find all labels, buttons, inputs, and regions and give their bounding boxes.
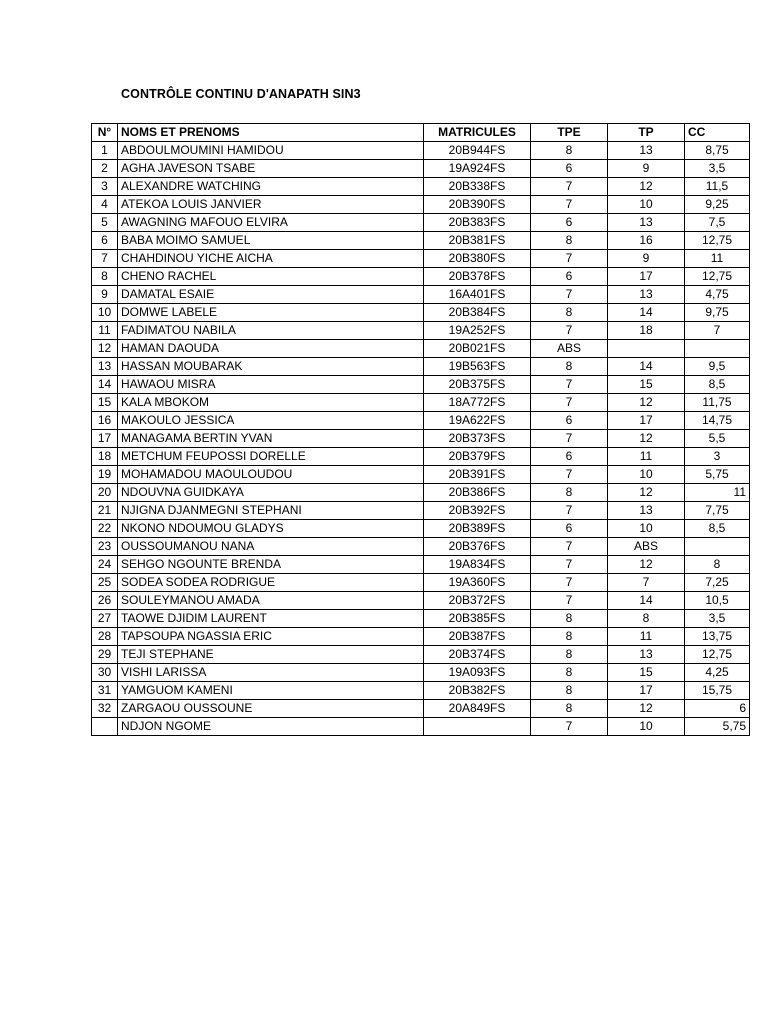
table-row <box>92 538 750 556</box>
tp-score: 12 <box>608 430 685 448</box>
tp-score: 13 <box>608 646 685 664</box>
student-matricule: 16A401FS <box>424 286 531 304</box>
tp-score: 17 <box>608 412 685 430</box>
table-header-row <box>92 124 750 142</box>
tpe-score: 7 <box>531 430 608 448</box>
table-row <box>92 700 750 718</box>
header-tpe: TPE <box>531 124 608 142</box>
cc-score: 4,75 <box>685 286 750 304</box>
tp-score: 12 <box>608 556 685 574</box>
student-name: DOMWE LABELE <box>118 304 424 322</box>
cc-score: 13,75 <box>685 628 750 646</box>
student-name: METCHUM FEUPOSSI DORELLE <box>118 448 424 466</box>
tp-score: 17 <box>608 682 685 700</box>
student-name: CHAHDINOU YICHE AICHA <box>118 250 424 268</box>
student-name: MANAGAMA BERTIN YVAN <box>118 430 424 448</box>
table-row <box>92 502 750 520</box>
student-matricule: 20B391FS <box>424 466 531 484</box>
cc-score: 7,25 <box>685 574 750 592</box>
table-row <box>92 250 750 268</box>
row-number: 6 <box>92 232 118 250</box>
table-row <box>92 214 750 232</box>
student-name: MAKOULO JESSICA <box>118 412 424 430</box>
row-number: 8 <box>92 268 118 286</box>
student-matricule: 19A360FS <box>424 574 531 592</box>
row-number: 1 <box>92 142 118 160</box>
student-name: HAWAOU MISRA <box>118 376 424 394</box>
tpe-score: 8 <box>531 682 608 700</box>
student-name: HAMAN DAOUDA <box>118 340 424 358</box>
row-number: 30 <box>92 664 118 682</box>
row-number: 3 <box>92 178 118 196</box>
student-name: NKONO NDOUMOU GLADYS <box>118 520 424 538</box>
row-number: 17 <box>92 430 118 448</box>
cc-score: 8,75 <box>685 142 750 160</box>
tp-score: 11 <box>608 448 685 466</box>
tpe-score: 6 <box>531 520 608 538</box>
tpe-score: 6 <box>531 412 608 430</box>
student-matricule: 20B385FS <box>424 610 531 628</box>
header-number: N° <box>92 124 118 142</box>
tp-score: 16 <box>608 232 685 250</box>
student-name: ABDOULMOUMINI HAMIDOU <box>118 142 424 160</box>
tp-score: 15 <box>608 664 685 682</box>
tp-score: ABS <box>608 538 685 556</box>
tpe-score: 8 <box>531 484 608 502</box>
tpe-score: 7 <box>531 502 608 520</box>
student-matricule: 20B378FS <box>424 268 531 286</box>
tpe-score: 6 <box>531 448 608 466</box>
student-name: NDJON NGOME <box>118 718 424 736</box>
row-number: 28 <box>92 628 118 646</box>
tpe-score: 7 <box>531 286 608 304</box>
row-number: 16 <box>92 412 118 430</box>
tpe-score: 7 <box>531 394 608 412</box>
row-number: 9 <box>92 286 118 304</box>
tpe-score: 8 <box>531 700 608 718</box>
student-matricule: 19B563FS <box>424 358 531 376</box>
row-number: 13 <box>92 358 118 376</box>
student-name: AWAGNING MAFOUO ELVIRA <box>118 214 424 232</box>
row-number: 31 <box>92 682 118 700</box>
student-name: SODEA SODEA RODRIGUE <box>118 574 424 592</box>
row-number: 19 <box>92 466 118 484</box>
table-row <box>92 412 750 430</box>
row-number: 27 <box>92 610 118 628</box>
cc-score: 8 <box>685 556 750 574</box>
student-name: HASSAN MOUBARAK <box>118 358 424 376</box>
cc-score: 12,75 <box>685 646 750 664</box>
cc-score: 5,5 <box>685 430 750 448</box>
tpe-score: 6 <box>531 214 608 232</box>
tp-score: 13 <box>608 142 685 160</box>
table-row <box>92 610 750 628</box>
tp-score: 10 <box>608 718 685 736</box>
student-name: TEJI STEPHANE <box>118 646 424 664</box>
student-matricule: 20B376FS <box>424 538 531 556</box>
table-row <box>92 718 750 736</box>
tpe-score: 7 <box>531 556 608 574</box>
tp-score: 10 <box>608 520 685 538</box>
document-title: CONTRÔLE CONTINU D'ANAPATH SIN3 <box>121 87 361 101</box>
row-number: 5 <box>92 214 118 232</box>
table-row <box>92 466 750 484</box>
table-row <box>92 484 750 502</box>
table-row <box>92 646 750 664</box>
cc-score: 12,75 <box>685 232 750 250</box>
table-row <box>92 664 750 682</box>
cc-score: 7,75 <box>685 502 750 520</box>
cc-score: 5,75 <box>685 466 750 484</box>
student-name: NDOUVNA GUIDKAYA <box>118 484 424 502</box>
cc-score: 8,5 <box>685 376 750 394</box>
row-number: 15 <box>92 394 118 412</box>
table-row <box>92 520 750 538</box>
student-matricule: 20B383FS <box>424 214 531 232</box>
tp-score: 13 <box>608 286 685 304</box>
row-number: 11 <box>92 322 118 340</box>
table-row <box>92 682 750 700</box>
student-matricule: 20B386FS <box>424 484 531 502</box>
row-number: 24 <box>92 556 118 574</box>
student-name: BABA MOIMO SAMUEL <box>118 232 424 250</box>
cc-score <box>685 538 750 556</box>
row-number: 4 <box>92 196 118 214</box>
tp-score: 12 <box>608 484 685 502</box>
student-name: MOHAMADOU MAOULOUDOU <box>118 466 424 484</box>
tp-score: 15 <box>608 376 685 394</box>
tpe-score: 8 <box>531 142 608 160</box>
row-number: 26 <box>92 592 118 610</box>
tpe-score: 6 <box>531 160 608 178</box>
tp-score: 14 <box>608 358 685 376</box>
student-name: ZARGAOU OUSSOUNE <box>118 700 424 718</box>
grades-table <box>91 123 750 736</box>
student-name: TAOWE DJIDIM LAURENT <box>118 610 424 628</box>
table-row <box>92 448 750 466</box>
student-matricule: 20B381FS <box>424 232 531 250</box>
cc-score: 12,75 <box>685 268 750 286</box>
row-number: 2 <box>92 160 118 178</box>
tpe-score: 8 <box>531 610 608 628</box>
student-matricule: 19A622FS <box>424 412 531 430</box>
table-row <box>92 376 750 394</box>
tpe-score: 8 <box>531 304 608 322</box>
student-matricule: 20B373FS <box>424 430 531 448</box>
tp-score: 10 <box>608 466 685 484</box>
student-matricule: 19A834FS <box>424 556 531 574</box>
student-name: AGHA JAVESON TSABE <box>118 160 424 178</box>
tpe-score: 7 <box>531 538 608 556</box>
cc-score: 15,75 <box>685 682 750 700</box>
cc-score: 9,25 <box>685 196 750 214</box>
table-row <box>92 430 750 448</box>
tp-score: 12 <box>608 700 685 718</box>
tpe-score: 8 <box>531 664 608 682</box>
table-row <box>92 592 750 610</box>
cc-score: 11,5 <box>685 178 750 196</box>
student-matricule: 20B021FS <box>424 340 531 358</box>
table-row <box>92 628 750 646</box>
tp-score: 12 <box>608 394 685 412</box>
row-number: 21 <box>92 502 118 520</box>
cc-score: 6 <box>685 700 750 718</box>
tpe-score: 7 <box>531 574 608 592</box>
tp-score: 18 <box>608 322 685 340</box>
tpe-score: 8 <box>531 628 608 646</box>
table-row <box>92 340 750 358</box>
table-row <box>92 196 750 214</box>
table-row <box>92 304 750 322</box>
cc-score: 9,5 <box>685 358 750 376</box>
tpe-score: 7 <box>531 376 608 394</box>
cc-score: 7,5 <box>685 214 750 232</box>
row-number: 22 <box>92 520 118 538</box>
tp-score: 9 <box>608 250 685 268</box>
student-name: SOULEYMANOU AMADA <box>118 592 424 610</box>
student-matricule: 20B372FS <box>424 592 531 610</box>
table-row <box>92 232 750 250</box>
cc-score: 5,75 <box>685 718 750 736</box>
tp-score: 14 <box>608 592 685 610</box>
tp-score <box>608 340 685 358</box>
tp-score: 12 <box>608 178 685 196</box>
tpe-score: 8 <box>531 358 608 376</box>
tpe-score: 7 <box>531 178 608 196</box>
tp-score: 13 <box>608 214 685 232</box>
table-row <box>92 268 750 286</box>
tpe-score: 7 <box>531 196 608 214</box>
student-matricule: 20B390FS <box>424 196 531 214</box>
cc-score: 3,5 <box>685 160 750 178</box>
row-number: 23 <box>92 538 118 556</box>
student-name: NJIGNA DJANMEGNI STEPHANI <box>118 502 424 520</box>
row-number: 20 <box>92 484 118 502</box>
student-matricule: 20B379FS <box>424 448 531 466</box>
student-matricule: 20B389FS <box>424 520 531 538</box>
student-name: TAPSOUPA NGASSIA ERIC <box>118 628 424 646</box>
row-number: 18 <box>92 448 118 466</box>
student-name: VISHI LARISSA <box>118 664 424 682</box>
cc-score: 3 <box>685 448 750 466</box>
student-name: CHENO RACHEL <box>118 268 424 286</box>
row-number: 14 <box>92 376 118 394</box>
table-body <box>92 142 750 736</box>
table-row <box>92 160 750 178</box>
row-number: 29 <box>92 646 118 664</box>
header-tp: TP <box>608 124 685 142</box>
tpe-score: 8 <box>531 646 608 664</box>
tp-score: 17 <box>608 268 685 286</box>
student-matricule: 20B944FS <box>424 142 531 160</box>
student-matricule: 20B382FS <box>424 682 531 700</box>
tp-score: 11 <box>608 628 685 646</box>
tpe-score: ABS <box>531 340 608 358</box>
cc-score: 10,5 <box>685 592 750 610</box>
table-row <box>92 394 750 412</box>
tpe-score: 7 <box>531 322 608 340</box>
student-matricule <box>424 718 531 736</box>
row-number: 32 <box>92 700 118 718</box>
cc-score: 9,75 <box>685 304 750 322</box>
row-number: 25 <box>92 574 118 592</box>
cc-score: 3,5 <box>685 610 750 628</box>
tp-score: 9 <box>608 160 685 178</box>
cc-score: 4,25 <box>685 664 750 682</box>
tp-score: 7 <box>608 574 685 592</box>
tpe-score: 8 <box>531 232 608 250</box>
cc-score: 11,75 <box>685 394 750 412</box>
tp-score: 10 <box>608 196 685 214</box>
student-matricule: 19A093FS <box>424 664 531 682</box>
table-row <box>92 322 750 340</box>
tp-score: 14 <box>608 304 685 322</box>
student-name: ALEXANDRE WATCHING <box>118 178 424 196</box>
student-matricule: 19A924FS <box>424 160 531 178</box>
header-cc: CC <box>685 124 750 142</box>
cc-score: 8,5 <box>685 520 750 538</box>
table-row <box>92 286 750 304</box>
student-matricule: 20B384FS <box>424 304 531 322</box>
cc-score <box>685 340 750 358</box>
student-matricule: 20B387FS <box>424 628 531 646</box>
cc-score: 14,75 <box>685 412 750 430</box>
row-number <box>92 718 118 736</box>
row-number: 10 <box>92 304 118 322</box>
student-name: YAMGUOM KAMENI <box>118 682 424 700</box>
tpe-score: 7 <box>531 718 608 736</box>
student-name: ATEKOA LOUIS JANVIER <box>118 196 424 214</box>
student-matricule: 20B380FS <box>424 250 531 268</box>
student-name: SEHGO NGOUNTE BRENDA <box>118 556 424 574</box>
student-matricule: 20B374FS <box>424 646 531 664</box>
tpe-score: 7 <box>531 250 608 268</box>
row-number: 7 <box>92 250 118 268</box>
student-name: DAMATAL ESAIE <box>118 286 424 304</box>
student-matricule: 19A252FS <box>424 322 531 340</box>
table-row <box>92 142 750 160</box>
tp-score: 8 <box>608 610 685 628</box>
tpe-score: 7 <box>531 592 608 610</box>
student-name: FADIMATOU NABILA <box>118 322 424 340</box>
table-row <box>92 556 750 574</box>
tpe-score: 6 <box>531 268 608 286</box>
tpe-score: 7 <box>531 466 608 484</box>
student-matricule: 20A849FS <box>424 700 531 718</box>
cc-score: 11 <box>685 250 750 268</box>
cc-score: 11 <box>685 484 750 502</box>
student-matricule: 20B392FS <box>424 502 531 520</box>
header-names: NOMS ET PRENOMS <box>118 124 424 142</box>
table-row <box>92 574 750 592</box>
tp-score: 13 <box>608 502 685 520</box>
student-name: OUSSOUMANOU NANA <box>118 538 424 556</box>
cc-score: 7 <box>685 322 750 340</box>
student-name: KALA MBOKOM <box>118 394 424 412</box>
table-row <box>92 358 750 376</box>
header-matricule: MATRICULES <box>424 124 531 142</box>
row-number: 12 <box>92 340 118 358</box>
student-matricule: 20B375FS <box>424 376 531 394</box>
student-matricule: 20B338FS <box>424 178 531 196</box>
table-row <box>92 178 750 196</box>
student-matricule: 18A772FS <box>424 394 531 412</box>
